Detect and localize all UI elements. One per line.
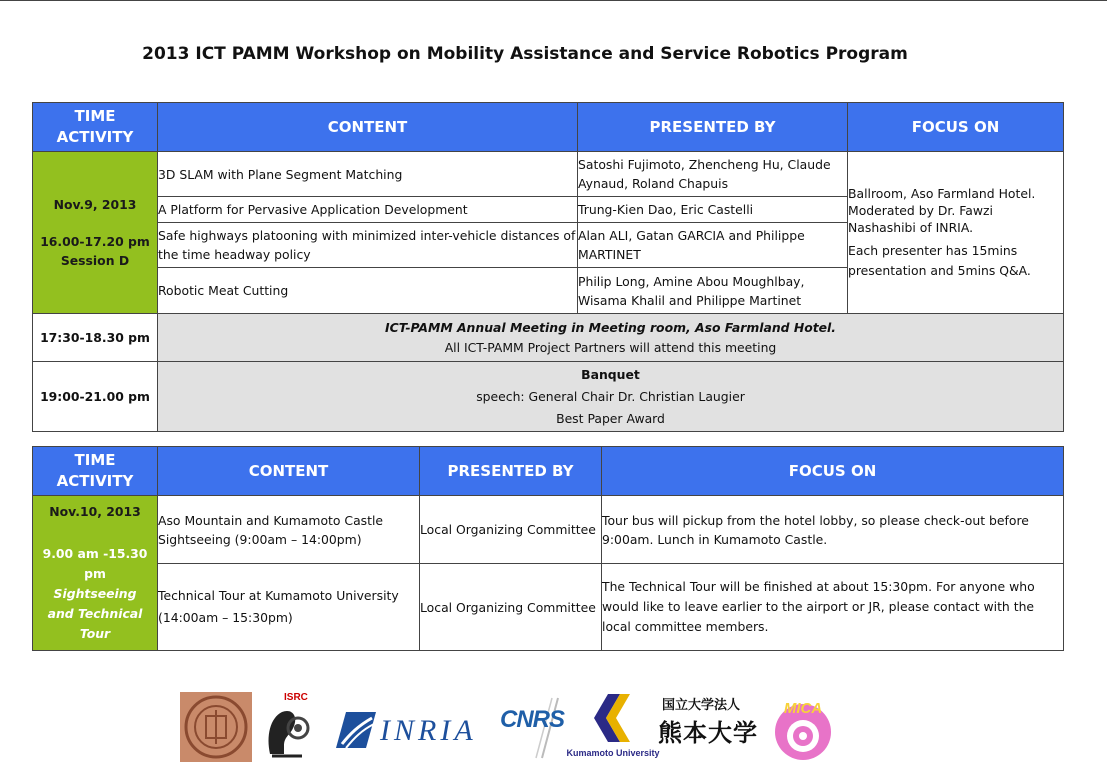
university-seal-logo [180, 692, 252, 762]
content-cell: 3D SLAM with Plane Segment Matching [158, 152, 578, 197]
session-time: 9.00 am -15.30 pm [42, 546, 148, 581]
content-cell: Aso Mountain and Kumamoto Castle Sightseeing (9:00am – 14:00pm) [158, 496, 420, 564]
focus-location: Ballroom, Aso Farmland Hotel. [848, 185, 1036, 201]
table-row [33, 152, 1064, 197]
banquet-time: 19:00-21.00 pm [33, 362, 158, 432]
banquet-cell [158, 362, 1064, 432]
table-header-row [33, 103, 1064, 152]
meeting-note: All ICT-PAMM Project Partners will attend this meeting [444, 339, 777, 355]
kumamoto-jp-large: 熊本大学 [658, 719, 758, 747]
cnrs-logo-text: CNRS [500, 706, 565, 733]
header-presented-by: PRESENTED BY [420, 447, 602, 496]
presenter-cell: Philip Long, Amine Abou Moughlbay, Wisama Khalil and Philippe Martinet [578, 268, 848, 314]
session-label: Sightseeing and Technical Tour [47, 586, 143, 641]
header-presented-by: PRESENTED BY [578, 103, 848, 152]
content-cell: A Platform for Pervasive Application Development [158, 197, 578, 223]
meeting-cell [158, 314, 1064, 362]
header-time-activity: TIME ACTIVITY [33, 103, 158, 152]
mica-logo [770, 696, 836, 762]
inria-logo-text: INRIA [380, 714, 477, 747]
meeting-time: 17:30-18.30 pm [33, 314, 158, 362]
isrc-logo-text: ISRC [284, 692, 308, 703]
content-cell: Technical Tour at Kumamoto University (14:00am – 15:30pm) [158, 564, 420, 651]
sponsor-logos [180, 690, 840, 765]
program-table-day2 [32, 446, 1064, 651]
kumamoto-japanese-logo [658, 694, 776, 754]
table-row [33, 564, 1064, 651]
focus-cell: Tour bus will pickup from the hotel lobby, so please check-out before 9:00am. Lunch in Kumamoto Castle. [602, 496, 1064, 564]
presenter-cell: Alan ALI, Gatan GARCIA and Philippe MARTINET [578, 223, 848, 268]
header-focus-on: FOCUS ON [848, 103, 1064, 152]
meeting-title: ICT-PAMM Annual Meeting in Meeting room, Aso Farmland Hotel. [384, 319, 837, 335]
banquet-row [33, 362, 1064, 432]
session-label: Session D [60, 253, 130, 268]
mica-logo-text: MICA [783, 700, 823, 717]
presenter-cell: Satoshi Fujimoto, Zhencheng Hu, Claude Aynaud, Roland Chapuis [578, 152, 848, 197]
session-date: Nov.9, 2013 [53, 197, 137, 212]
presenter-cell: Local Organizing Committee [420, 564, 602, 651]
kumamoto-jp-small: 国立大学法人 [662, 698, 741, 713]
table-row [33, 496, 1064, 564]
focus-cell [848, 152, 1064, 314]
table-header-row [33, 447, 1064, 496]
banquet-award: Best Paper Award [556, 410, 665, 426]
header-content: CONTENT [158, 103, 578, 152]
focus-cell: The Technical Tour will be finished at about 15:30pm. For anyone who would like to leave earlier to the airport or JR, please contact with the local committee members. [602, 564, 1064, 651]
kumamoto-university-text: Kumamoto University [566, 748, 660, 758]
session-date: Nov.10, 2013 [49, 504, 141, 519]
session-date-cell [33, 152, 158, 314]
focus-note: Each presenter has 15mins presentation and 5mins Q&A. [848, 242, 1031, 278]
content-cell: Safe highways platooning with minimized inter-vehicle distances of the time headway policy [158, 223, 578, 268]
presenter-cell: Local Organizing Committee [420, 496, 602, 564]
meeting-row [33, 314, 1064, 362]
cnrs-logo [498, 696, 564, 760]
banquet-speech: speech: General Chair Dr. Christian Laugier [476, 388, 745, 404]
inria-logo [332, 708, 498, 752]
presenter-cell: Trung-Kien Dao, Eric Castelli [578, 197, 848, 223]
program-table-day1 [32, 102, 1064, 432]
isrc-logo [262, 692, 314, 762]
header-time-activity: TIME ACTIVITY [33, 447, 158, 496]
page-title: 2013 ICT PAMM Workshop on Mobility Assistance and Service Robotics Program [142, 44, 908, 64]
kumamoto-university-logo [564, 692, 662, 762]
header-focus-on: FOCUS ON [602, 447, 1064, 496]
header-content: CONTENT [158, 447, 420, 496]
banquet-title: Banquet [581, 366, 640, 382]
focus-moderator: Moderated by Dr. Fawzi Nashashibi of INRIA. [848, 202, 993, 235]
top-border-line [0, 0, 1107, 1]
content-cell: Robotic Meat Cutting [158, 268, 578, 314]
session-date-cell [33, 496, 158, 651]
session-time: 16.00-17.20 pm [40, 234, 150, 249]
